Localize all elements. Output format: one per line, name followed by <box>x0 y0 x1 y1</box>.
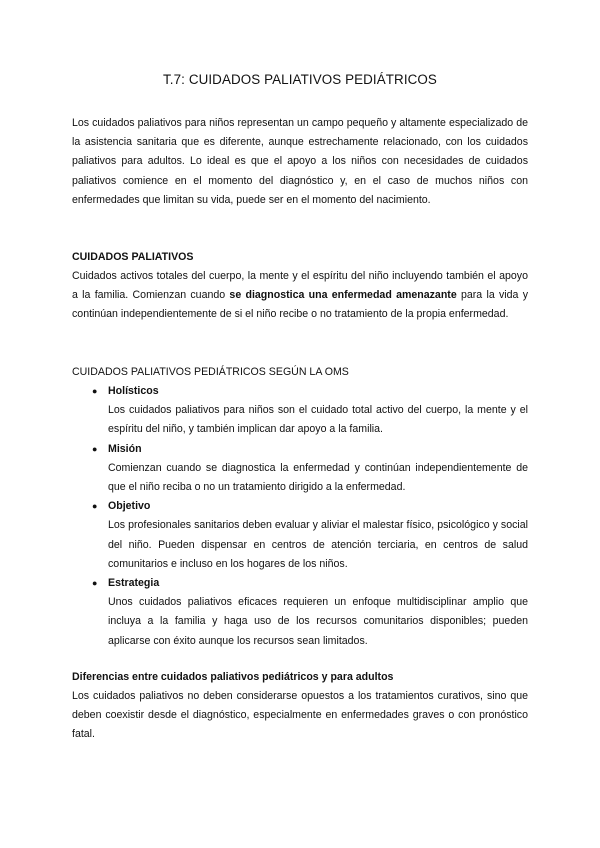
paragraph-text-end: para la vida y continúan independientemente de si el niño recibe o no tratamiento de la propia enfermedad. <box>72 289 529 321</box>
list-item-title: Misión <box>108 442 142 455</box>
paragraph-bold-phrase: se diagnostica una enfermedad amenazante <box>229 289 457 302</box>
oms-bullet-list <box>92 382 528 651</box>
bullet-icon: ● <box>92 386 98 396</box>
paragraph-text-start: Cuidados activos totales del cuerpo, la mente y el espíritu del niño incluyendo también el apoyo a la familia. Comienzan cuando <box>72 270 528 302</box>
page-title: T.7: CUIDADOS PALIATIVOS PEDIÁTRICOS <box>163 72 437 87</box>
section-heading-diferencias: Diferencias entre cuidados paliativos pediátricos y para adultos <box>72 671 394 683</box>
list-item-title: Holísticos <box>108 385 159 397</box>
section-paragraph-cuidados-paliativos <box>72 267 528 325</box>
list-item <box>92 440 528 498</box>
intro-paragraph: Los cuidados paliativos para niños representan un campo pequeño y altamente especializado de la asistencia sanitaria que es diferente, aunque estrechamente relacionado, con los cuidados paliativos para adultos. Lo ideal es que el apoyo a los niños con necesidades de cuidados paliativos comience en el momento del diagnóstico y, en el caso de muchos niños con enfermedades que limitan su vida, puede ser en el momento del nacimiento. <box>72 117 528 206</box>
bullet-icon: ● <box>92 443 98 454</box>
list-item <box>92 574 528 651</box>
list-item-text: Unos cuidados paliativos eficaces requieren un enfoque multidisciplinar amplio que incluya a la familia y haga uso de los recursos comunitarios disponibles; pueden aplicarse con éxito aunque los recursos sean limitados. <box>108 596 528 647</box>
section-heading-cuidados-paliativos: CUIDADOS PALIATIVOS <box>72 251 194 263</box>
list-item-text: Los profesionales sanitarios deben evaluar y aliviar el malestar físico, psicológico y social del niño. Pueden dispensar en centros de atención terciaria, en centros de salud comunitarios e incluso en los hogares de los niños. <box>108 519 528 570</box>
list-item-title: Objetivo <box>108 500 151 513</box>
list-item <box>92 382 528 440</box>
bullet-icon: ● <box>92 501 98 512</box>
bullet-icon: ● <box>92 578 98 589</box>
list-item-text: Los cuidados paliativos para niños son el cuidado total activo del cuerpo, la mente y el espíritu del niño, y también implican dar apoyo a la familia. <box>108 404 528 436</box>
section-paragraph-diferencias: Los cuidados paliativos no deben considerarse opuestos a los tratamientos curativos, sino que deben coexistir desde el diagnóstico, especialmente en enfermedades graves o con pronóstico fatal. <box>72 690 528 741</box>
list-item-text: Comienzan cuando se diagnostica la enfermedad y continúan independientemente de que el niño reciba o no un tratamiento dirigido a la enfermedad. <box>108 461 528 494</box>
section-heading-oms: CUIDADOS PALIATIVOS PEDIÁTRICOS SEGÚN LA OMS <box>72 366 349 378</box>
list-item-title: Estrategia <box>108 577 160 590</box>
list-item <box>92 497 528 574</box>
